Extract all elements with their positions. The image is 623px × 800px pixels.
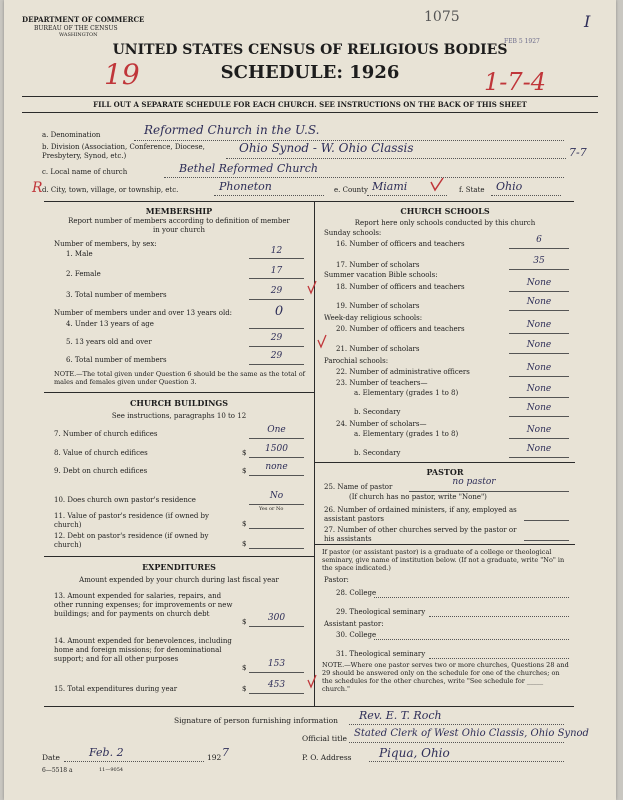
- hand-number: 19: [104, 58, 140, 91]
- date-label: Date: [42, 753, 60, 762]
- q28-label: 28. College: [336, 589, 377, 597]
- weekday-label: Week-day religious schools:: [324, 314, 423, 322]
- stamp-number: 1075: [424, 9, 460, 25]
- print-code: 11—9054: [99, 767, 124, 773]
- q24-label: 24. Number of scholars—: [336, 420, 427, 428]
- q20-label: 20. Number of officers and teachers: [336, 325, 465, 333]
- check-marks: [4, 0, 616, 800]
- division-value[interactable]: Ohio Synod - W. Ohio Classis: [239, 141, 414, 155]
- bureau-heading: BUREAU OF THE CENSUS: [34, 25, 118, 32]
- q23a-label: a. Elementary (grades 1 to 8): [354, 389, 459, 397]
- q17-label: 17. Number of scholars: [336, 261, 420, 269]
- q18-label: 18. Number of officers and teachers: [336, 283, 465, 291]
- city-label: d. City, town, village, or township, etc.: [42, 186, 179, 194]
- q3-label: 3. Total number of members: [66, 291, 167, 299]
- corner-mark: I: [584, 12, 591, 31]
- q7-value[interactable]: One: [267, 425, 286, 435]
- pastor-note: NOTE.—Where one pastor serves two or more churches, Questions 28 and 29 should be answered only on the schedule for one of the churches; on the schedules for the other churches, write "See schedule for _____ church.": [322, 661, 569, 693]
- q5-value[interactable]: 29: [270, 333, 283, 343]
- q16-value[interactable]: 6: [536, 235, 542, 245]
- q24a-label: a. Elementary (grades 1 to 8): [354, 430, 459, 438]
- q20-value[interactable]: None: [526, 320, 552, 330]
- by-sex-label: Number of members, by sex:: [54, 240, 157, 248]
- state-value[interactable]: Ohio: [496, 180, 523, 193]
- signature-label: Signature of person furnishing information: [174, 716, 338, 725]
- q5-label: 5. 13 years old and over: [66, 338, 152, 346]
- q17-value[interactable]: 35: [533, 256, 545, 266]
- q26-label: 26. Number of ordained ministers, if any, employed as assistant pastors: [324, 506, 517, 523]
- date-value[interactable]: Feb. 2: [89, 746, 124, 759]
- q10-value[interactable]: No: [269, 491, 284, 501]
- q21-label: 21. Number of scholars: [336, 345, 420, 353]
- q8-label: 8. Value of church edifices: [54, 449, 148, 457]
- yes-no-hint: Yes or No: [259, 506, 284, 512]
- buildings-heading: CHURCH BUILDINGS: [130, 398, 228, 408]
- membership-sub: Report number of members according to definition of member in your church: [68, 217, 290, 234]
- pastor-heading: PASTOR: [426, 467, 464, 477]
- q25-note: (If church has no pastor, write "None"): [349, 493, 487, 501]
- q25-label: 25. Name of pastor: [324, 483, 393, 491]
- q13-label: 13. Amount expended for salaries, repairs, and other running expenses; for improvements or new buildings; and for payments on church debt: [54, 592, 233, 618]
- q7-label: 7. Number of church edifices: [54, 430, 158, 438]
- pastor-sublabel: Pastor:: [324, 576, 349, 584]
- age-heading: Number of members under and over 13 years old:: [54, 309, 233, 317]
- assistant-sublabel: Assistant pastor:: [324, 620, 384, 628]
- q22-label: 22. Number of administrative officers: [336, 368, 470, 376]
- schools-sub: Report here only schools conducted by this church: [354, 219, 536, 227]
- church-name-value[interactable]: Bethel Reformed Church: [179, 162, 318, 175]
- q31-label: 31. Theological seminary: [336, 650, 426, 658]
- summer-label: Summer vacation Bible schools:: [324, 271, 438, 279]
- county-value[interactable]: Miami: [372, 180, 408, 193]
- q25-value[interactable]: no pastor: [452, 477, 496, 487]
- schools-heading: CHURCH SCHOOLS: [400, 206, 490, 216]
- q29-label: 29. Theological seminary: [336, 608, 426, 616]
- q24a-value[interactable]: None: [526, 425, 552, 435]
- city-heading: WASHINGTON: [59, 32, 98, 38]
- q1-value[interactable]: 12: [270, 246, 283, 256]
- title-label: Official title: [302, 734, 347, 743]
- membership-heading: MEMBERSHIP: [145, 206, 213, 216]
- county-label: e. County: [334, 186, 368, 194]
- form-code: 6—5518 a: [42, 767, 73, 774]
- q2-label: 2. Female: [66, 270, 101, 278]
- q3-value[interactable]: 29: [270, 286, 283, 296]
- city-value[interactable]: Phoneton: [219, 180, 272, 193]
- q24b-value[interactable]: None: [526, 444, 552, 454]
- membership-note: NOTE.—The total given under Question 6 should be the same as the total of males and females given under Question 3.: [54, 370, 306, 386]
- q15-label: 15. Total expenditures during year: [54, 685, 178, 693]
- q6-value[interactable]: 29: [270, 351, 283, 361]
- q22-value[interactable]: None: [526, 363, 552, 373]
- address-value[interactable]: Piqua, Ohio: [379, 746, 450, 760]
- church-name-label: c. Local name of church: [42, 168, 128, 176]
- form-title: UNITED STATES CENSUS OF RELIGIOUS BODIES: [112, 42, 508, 58]
- q23a-value[interactable]: None: [526, 384, 552, 394]
- q23-label: 23. Number of teachers—: [336, 379, 428, 387]
- division-code: 7-7: [569, 146, 587, 159]
- q8-value[interactable]: 1500: [265, 444, 288, 454]
- parochial-label: Parochial schools:: [324, 357, 389, 365]
- address-label: P. O. Address: [302, 753, 352, 762]
- q23b-value[interactable]: None: [526, 403, 552, 413]
- q21-value[interactable]: None: [526, 340, 552, 350]
- division-label: b. Division (Association, Conference, Diocese, Presbytery, Synod, etc.): [42, 143, 205, 160]
- q9-value[interactable]: none: [265, 462, 288, 472]
- state-label: f. State: [459, 186, 485, 194]
- q9-label: 9. Debt on church edifices: [54, 467, 148, 475]
- q18-value[interactable]: None: [526, 278, 552, 288]
- q4-label: 4. Under 13 years of age: [66, 320, 154, 328]
- age-mark: 0: [274, 304, 284, 319]
- q27-label: 27. Number of other churches served by the pastor or his assistants: [324, 526, 517, 543]
- census-schedule-page: DEPARTMENT OF COMMERCE BUREAU OF THE CENSUS WASHINGTON 1075 I FEB 5 1927 UNITED STATES CENSUS OF RELIGIOUS BODIES SCHEDULE: 1926 19 1-7-4 FILL OUT A SEPARATE SCHEDULE FOR EACH CHURCH. SEE INSTRUCTIONS ON THE BACK OF THIS SHEET a. Denomination Reformed Church in the U.S. b. Division (Association, Conference, Diocese, Presbytery, Synod, etc.) Ohio Synod - W. Ohio Classis 7-7 c. Local name of church Bethel Reformed Church R d. City, town, village, or township, etc. Phoneton e. County Miami f. State Ohio MEMBERSHIP Report number of members according to definition of member in your church Number of members, by sex: 1. Male 12 2. Female 17 3. Total number of members 29 Number of members under and over 13 years old: 0 4. Under 13 years of age 5. 13 years old and over 29 6. Total number of members 29 NOTE.—The total given under Question 6 should be the same as the total of males and females given under Question 3. CHURCH BUILDINGS See instructions, paragraphs 10 to 12 7. Number of church edifices One 8. Value of church edifices $ 1500 9. Debt on church edifices $ none 10. Does church own pastor's residence No Yes or No 11. Value of pastor's residence (if owned by church) $ 12. Debt on pastor's residence (if owned by church) $ EXPENDITURES Amount expended by your church during last fiscal year 13. Amount expended for salaries, repairs, and other running expenses; for improvements or new buildings; and for payments on church debt $ 300 14. Amount expended for benevolences, including home and foreign missions; for denominational support; and for all other purposes $ 153 15. Total expenditures during year $ 453 CHURCH SCHOOLS Report here only schools conducted by this church Sunday schools: 16. Number of officers and teachers 6 17. Number of scholars 35 Summer vacation Bible schools: 18. Number of officers and teachers None 19. Number of scholars None Week-day religious schools: 20. Number of officers and teachers None 21. Number of scholars None Parochial schools: 22. Number of administrative officers None 23. Number of teachers— a. Elementary (grades 1 to 8) None b. Secondary None 24. Number of scholars— a. Elementary (grades 1 to 8) None b. Secondary None PASTOR 25. Name of pastor no pastor (If church has no pastor, write "None") 26. Number of ordained ministers, if any, employed as assistant pastors 27. Number of other churches served by the pastor or his assistants If pastor (or assistant pastor) is a graduate of a college or theological seminary, give name of institution below. (If not a graduate, write "No" in the space indicated.) Pastor: 28. College 29. Theological seminary Assistant pastor: 30. College 31. Theological seminary NOTE.—Where one pastor serves two or more churches, Questions 28 and 29 should be answered only on the schedule for one of the churches; on the schedules for the other churches, write "See schedule for _____ church." Signature of person furnishing information Rev. E. T. Roch Official title Stated Clerk of West Ohio Classis, Ohio Synod Date Feb. 2 192 7 P. O. Address Piqua, Ohio 6—5518 a 11—9054: [4, 0, 616, 800]
- q10-label: 10. Does church own pastor's residence: [54, 496, 196, 504]
- q15-value[interactable]: 453: [267, 680, 286, 690]
- received-stamp: FEB 5 1927: [504, 38, 540, 45]
- denomination-value[interactable]: Reformed Church in the U.S.: [144, 123, 320, 137]
- denomination-label: a. Denomination: [42, 131, 101, 139]
- title-value[interactable]: Stated Clerk of West Ohio Classis, Ohio Synod: [354, 728, 589, 739]
- q19-value[interactable]: None: [526, 297, 552, 307]
- year-digit[interactable]: 7: [222, 746, 229, 759]
- buildings-sub: See instructions, paragraphs 10 to 12: [111, 412, 247, 420]
- expenditures-heading: EXPENDITURES: [142, 562, 216, 572]
- q30-label: 30. College: [336, 631, 377, 639]
- q14-value[interactable]: 153: [267, 659, 286, 669]
- q1-label: 1. Male: [66, 250, 93, 258]
- q12-label: 12. Debt on pastor's residence (if owned by church): [54, 532, 209, 549]
- hand-code: 1-7-4: [484, 68, 547, 96]
- q2-value[interactable]: 17: [270, 266, 283, 276]
- q13-value[interactable]: 300: [267, 613, 286, 623]
- schedule-title: SCHEDULE: 1926: [220, 62, 400, 83]
- q24b-label: b. Secondary: [354, 449, 401, 457]
- q11-label: 11. Value of pastor's residence (if owned by church): [54, 512, 209, 529]
- graduate-note: If pastor (or assistant pastor) is a graduate of a college or theological seminary, give name of institution below. (If not a graduate, write "No" in the space indicated.): [322, 548, 565, 572]
- signature-value[interactable]: Rev. E. T. Roch: [359, 709, 442, 722]
- sunday-label: Sunday schools:: [324, 229, 382, 237]
- instruction-line: FILL OUT A SEPARATE SCHEDULE FOR EACH CHURCH. SEE INSTRUCTIONS ON THE BACK OF THIS SHEET: [93, 100, 527, 109]
- q23b-label: b. Secondary: [354, 408, 401, 416]
- q14-label: 14. Amount expended for benevolences, including home and foreign missions; for denominational support; and for all other purposes: [54, 637, 232, 663]
- q19-label: 19. Number of scholars: [336, 302, 420, 310]
- q16-label: 16. Number of officers and teachers: [336, 240, 465, 248]
- dept-heading: DEPARTMENT OF COMMERCE: [22, 15, 145, 24]
- expenditures-sub: Amount expended by your church during last fiscal year: [79, 576, 279, 584]
- q6-label: 6. Total number of members: [66, 356, 167, 364]
- margin-mark: R: [32, 180, 43, 196]
- year-prefix: 192: [207, 753, 222, 762]
